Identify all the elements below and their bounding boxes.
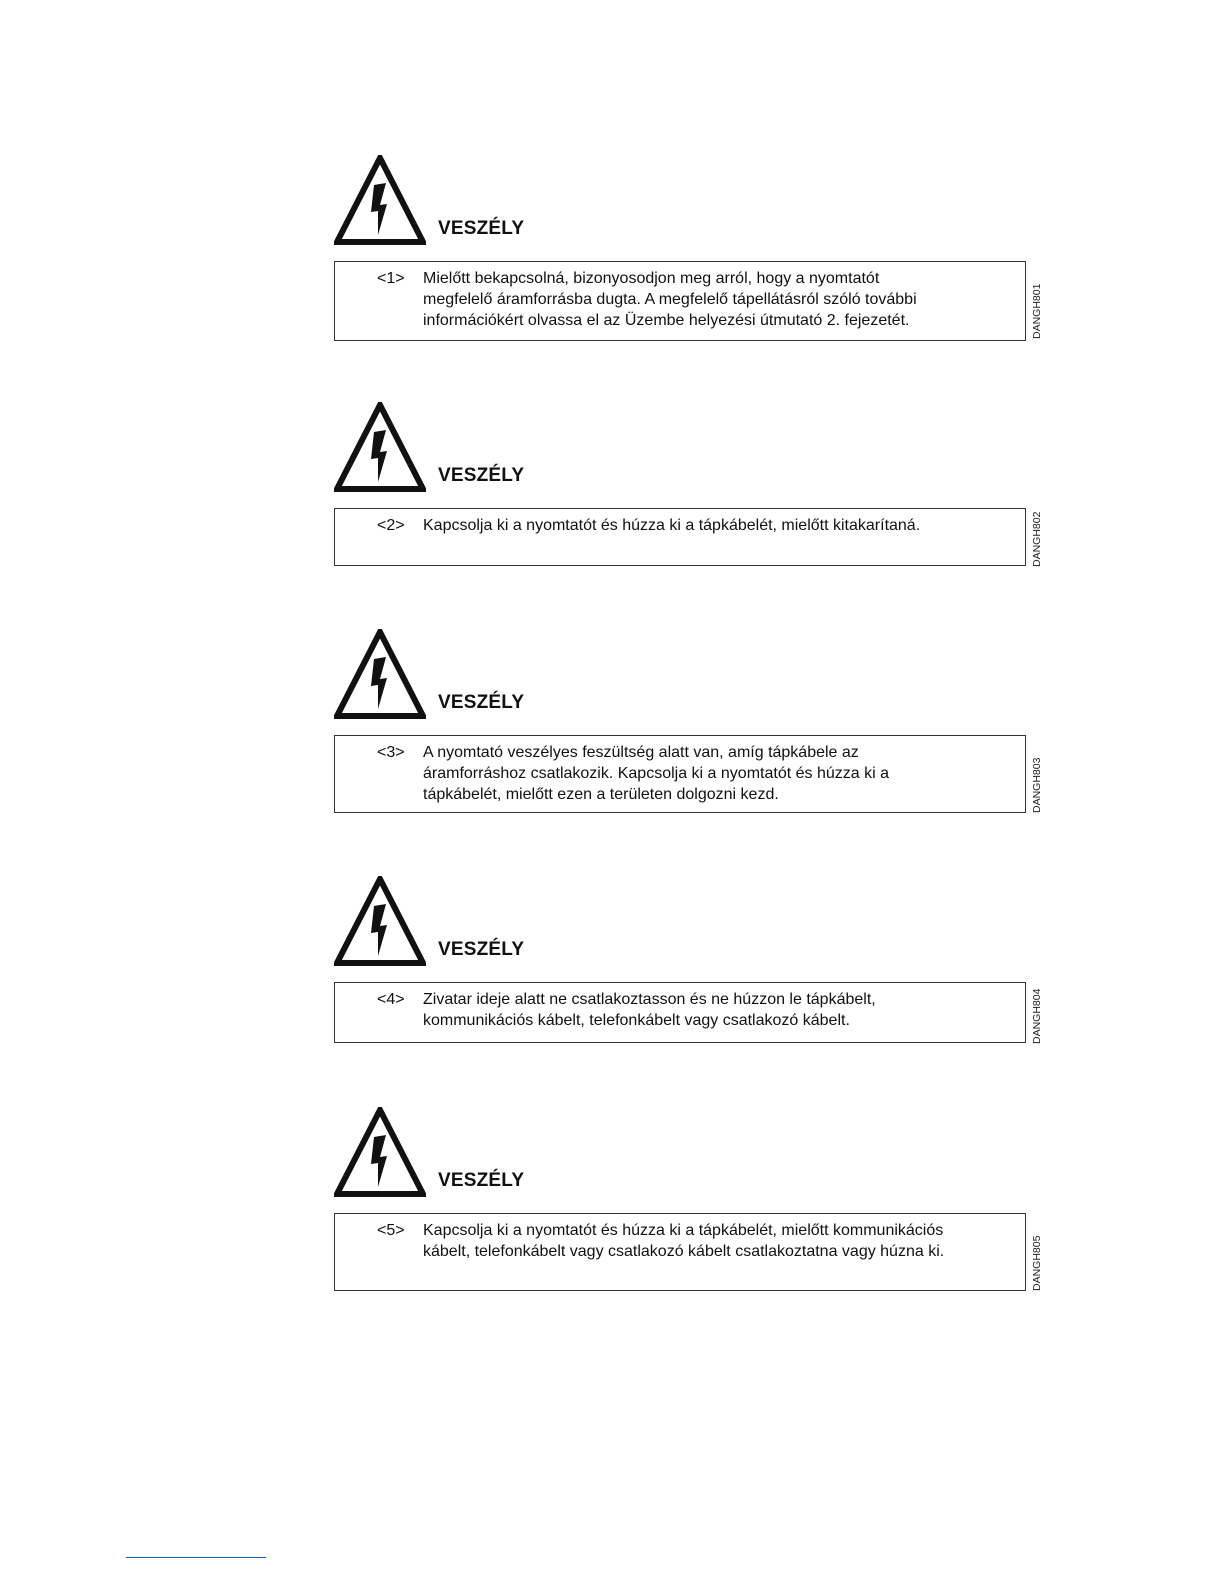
notice-number: <2> (377, 517, 405, 534)
figure-code: DANGH802 (1031, 511, 1043, 567)
notice-line: megfelelő áramforrásba dugta. A megfelelő tápellátásról szóló további (423, 291, 917, 308)
high-voltage-warning-icon (334, 402, 426, 492)
notice-line: tápkábelét, mielőtt ezen a területen dolgozni kezd. (423, 786, 779, 803)
notice-line: Zivatar ideje alatt ne csatlakoztasson és ne húzzon le tápkábelt, (423, 991, 876, 1008)
high-voltage-warning-icon (334, 876, 426, 966)
notice-text (423, 742, 1013, 805)
danger-message-box (334, 261, 1026, 341)
notice-text (423, 515, 1013, 536)
danger-heading: VESZÉLY (438, 692, 525, 713)
high-voltage-warning-icon (334, 629, 426, 719)
notice-text (423, 268, 1013, 331)
danger-heading: VESZÉLY (438, 465, 525, 486)
notice-number: <3> (377, 744, 405, 761)
notice-line: információkért olvassa el az Üzembe helyezési útmutató 2. fejezetét. (423, 312, 910, 329)
notice-line: Kapcsolja ki a nyomtatót és húzza ki a tápkábelét, mielőtt kitakarítaná. (423, 517, 921, 534)
notice-line: kommunikációs kábelt, telefonkábelt vagy csatlakozó kábelt. (423, 1012, 850, 1029)
notice-line: A nyomtató veszélyes feszültség alatt van, amíg tápkábele az (423, 744, 859, 761)
danger-heading: VESZÉLY (438, 218, 525, 239)
notice-line: Mielőtt bekapcsolná, bizonyosodjon meg arról, hogy a nyomtatót (423, 270, 880, 287)
figure-code: DANGH803 (1031, 757, 1043, 813)
danger-message-box (334, 982, 1026, 1043)
figure-code: DANGH805 (1031, 1235, 1043, 1291)
notice-number: <1> (377, 270, 405, 287)
notice-line: áramforráshoz csatlakozik. Kapcsolja ki a nyomtatót és húzza ki a (423, 765, 889, 782)
danger-heading: VESZÉLY (438, 1170, 525, 1191)
danger-heading: VESZÉLY (438, 939, 525, 960)
notice-number: <5> (377, 1222, 405, 1239)
danger-message-box (334, 508, 1026, 566)
notice-line: kábelt, telefonkábelt vagy csatlakozó kábelt csatlakoztatna vagy húzna ki. (423, 1243, 945, 1260)
footnote-separator (126, 1557, 266, 1558)
danger-message-box (334, 1213, 1026, 1291)
high-voltage-warning-icon (334, 1107, 426, 1197)
notice-line: Kapcsolja ki a nyomtatót és húzza ki a tápkábelét, mielőtt kommunikációs (423, 1222, 944, 1239)
high-voltage-warning-icon (334, 155, 426, 245)
notice-text (423, 1220, 1013, 1262)
figure-code: DANGH801 (1031, 283, 1043, 339)
notice-number: <4> (377, 991, 405, 1008)
danger-message-box (334, 735, 1026, 813)
figure-code: DANGH804 (1031, 988, 1043, 1044)
notice-text (423, 989, 1013, 1031)
